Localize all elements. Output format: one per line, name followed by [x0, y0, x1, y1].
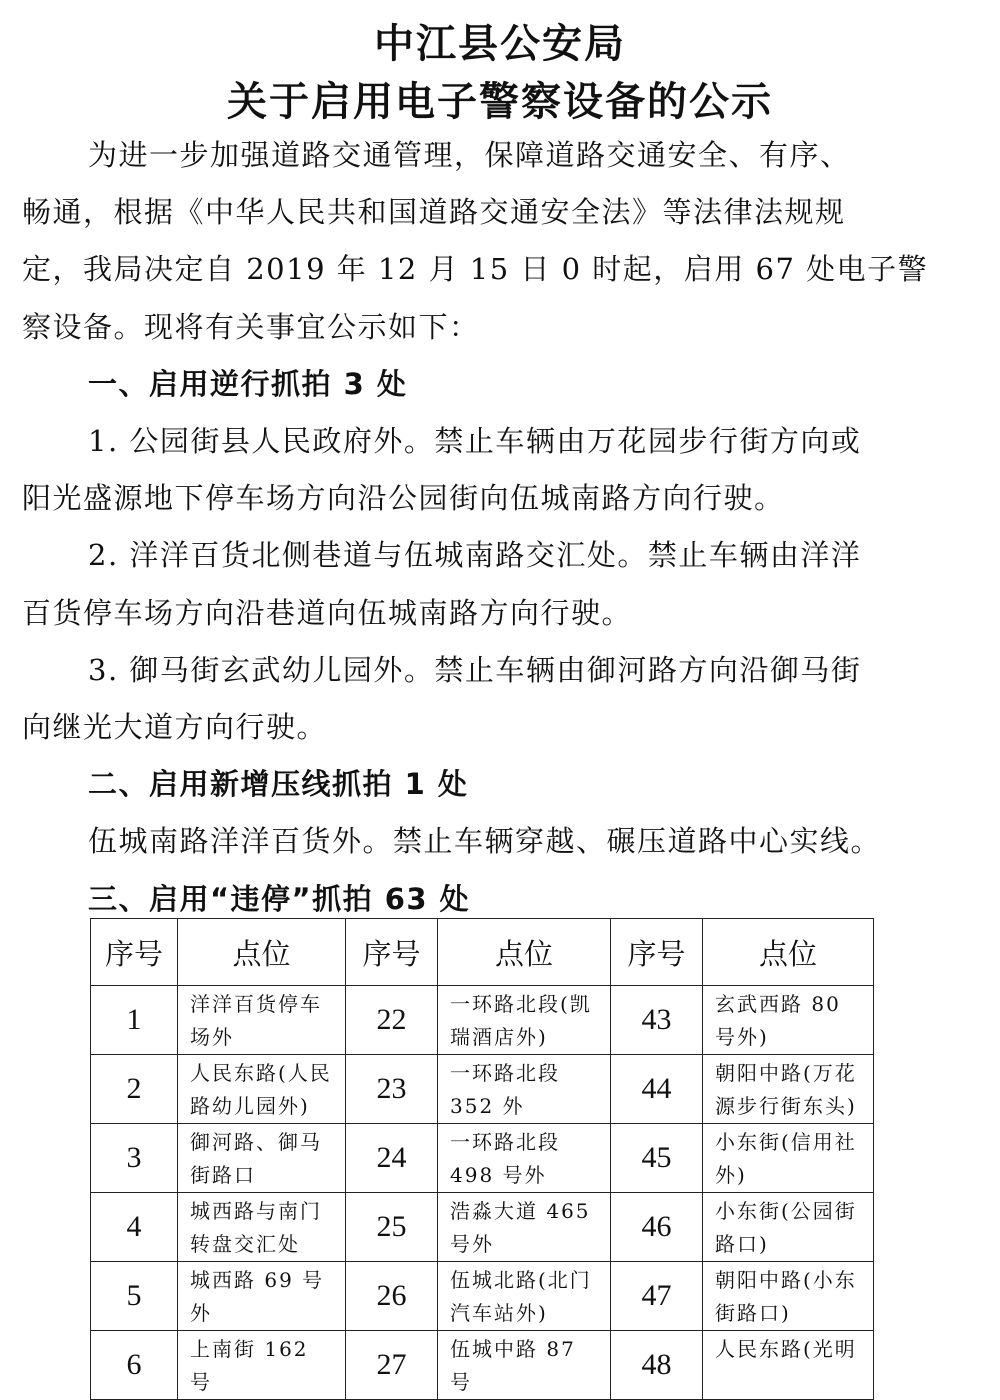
column-header: 序号	[611, 919, 703, 986]
location-cell: 御河路、御马街路口	[178, 1124, 346, 1193]
column-header: 序号	[346, 919, 438, 986]
column-header: 点位	[178, 919, 346, 986]
title-line-2: 关于启用电子警察设备的公示	[227, 79, 773, 125]
number-cell: 43	[611, 986, 703, 1055]
location-cell: 一环路北段(凯瑞酒店外)	[438, 986, 611, 1055]
column-header: 序号	[91, 919, 178, 986]
number-cell: 48	[611, 1331, 703, 1400]
number-cell: 44	[611, 1055, 703, 1124]
table-row	[91, 986, 874, 1055]
table-row	[91, 1262, 874, 1331]
number-cell: 4	[91, 1193, 178, 1262]
location-cell: 玄武西路 80 号外)	[703, 986, 874, 1055]
location-cell: 伍城北路(北门汽车站外)	[438, 1262, 611, 1331]
number-cell: 22	[346, 986, 438, 1055]
table-header-row	[91, 919, 874, 986]
location-cell: 朝阳中路(万花源步行街东头)	[703, 1055, 874, 1124]
number-cell: 46	[611, 1193, 703, 1262]
body-text-line: 3. 御马街玄武幼儿园外。禁止车辆由御河路方向沿御马街	[88, 652, 862, 687]
location-cell: 小东街(公园街路口)	[703, 1193, 874, 1262]
table-row	[91, 1124, 874, 1193]
number-cell: 6	[91, 1331, 178, 1400]
location-cell: 浩淼大道 465 号外	[438, 1193, 611, 1262]
table-row	[91, 1331, 874, 1400]
table-row	[91, 1055, 874, 1124]
parking-camera-table	[90, 918, 874, 1400]
location-cell: 人民东路(人民路幼儿园外)	[178, 1055, 346, 1124]
body-text-line: 定，我局决定自 2019 年 12 月 15 日 0 时起，启用 67 处电子警	[22, 252, 929, 287]
number-cell: 1	[91, 986, 178, 1055]
body-text-line: 伍城南路洋洋百货外。禁止车辆穿越、碾压道路中心实线。	[88, 824, 882, 859]
body-text-line: 阳光盛源地下停车场方向沿公园街向伍城南路方向行驶。	[22, 481, 785, 516]
number-cell: 47	[611, 1262, 703, 1331]
body-text-line: 为进一步加强道路交通管理，保障道路交通安全、有序、	[88, 138, 851, 172]
number-cell: 2	[91, 1055, 178, 1124]
column-header: 点位	[438, 919, 611, 986]
location-cell: 一环路北段 352 外	[438, 1055, 611, 1124]
body-text-line: 百货停车场方向沿巷道向伍城南路方向行驶。	[22, 595, 633, 630]
number-cell: 5	[91, 1262, 178, 1331]
section-heading: 一、启用逆行抓拍 3 处	[88, 366, 408, 401]
location-cell: 朝阳中路(小东街路口)	[703, 1262, 874, 1331]
location-cell: 小东街(信用社外)	[703, 1124, 874, 1193]
body-text-line: 向继光大道方向行驶。	[22, 710, 328, 744]
section-heading: 三、启用“违停”抓拍 63 处	[88, 881, 471, 916]
table-row	[91, 1193, 874, 1262]
location-cell: 伍城中路 87 号	[438, 1331, 611, 1400]
body-text-line: 察设备。现将有关事宜公示如下：	[22, 309, 480, 344]
number-cell: 23	[346, 1055, 438, 1124]
body-text-line: 2. 洋洋百货北侧巷道与伍城南路交汇处。禁止车辆由洋洋	[88, 538, 862, 573]
title-line-1: 中江县公安局	[374, 21, 626, 67]
body-text-line: 1. 公园街县人民政府外。禁止车辆由万花园步行街方向或	[88, 424, 862, 458]
number-cell: 25	[346, 1193, 438, 1262]
location-cell: 城西路 69 号外	[178, 1262, 346, 1331]
number-cell: 24	[346, 1124, 438, 1193]
number-cell: 27	[346, 1331, 438, 1400]
column-header: 点位	[703, 919, 874, 986]
location-cell: 洋洋百货停车场外	[178, 986, 346, 1055]
location-cell: 人民东路(光明	[703, 1331, 874, 1400]
number-cell: 3	[91, 1124, 178, 1193]
body-text-line: 畅通，根据《中华人民共和国道路交通安全法》等法律法规规	[22, 195, 846, 230]
number-cell: 26	[346, 1262, 438, 1331]
location-cell: 城西路与南门转盘交汇处	[178, 1193, 346, 1262]
number-cell: 45	[611, 1124, 703, 1193]
location-cell: 上南街 162 号	[178, 1331, 346, 1400]
section-heading: 二、启用新增压线抓拍 1 处	[88, 767, 469, 802]
location-cell: 一环路北段 498 号外	[438, 1124, 611, 1193]
